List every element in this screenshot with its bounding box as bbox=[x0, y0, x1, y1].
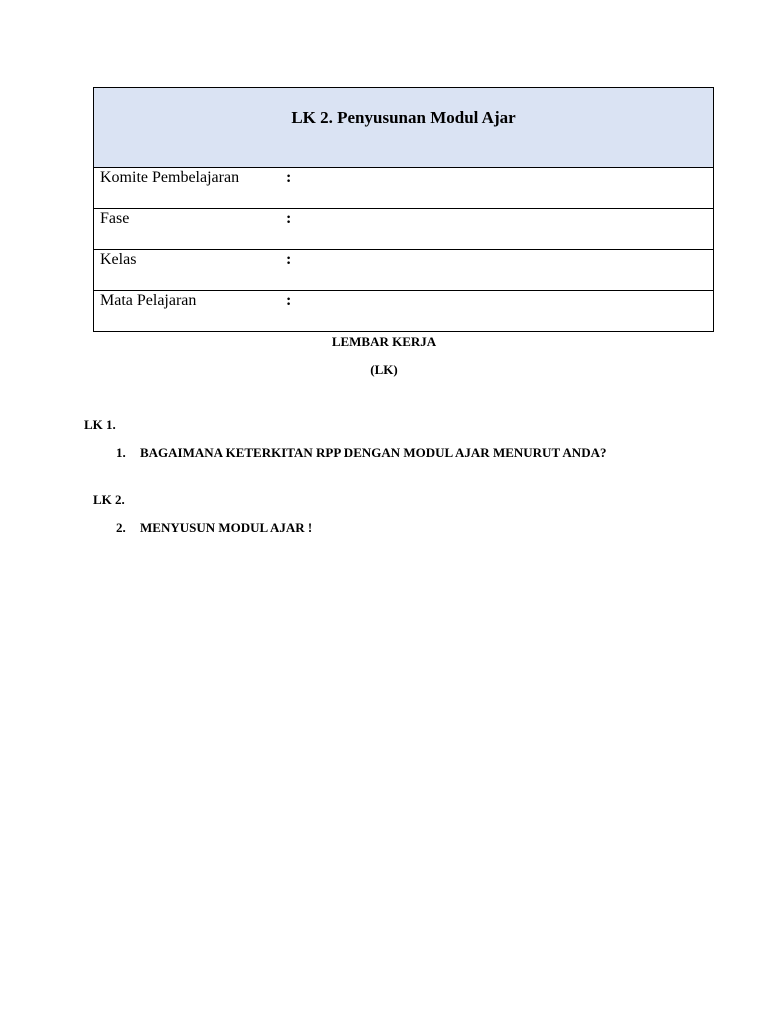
form-table bbox=[93, 87, 714, 332]
field-separator: : bbox=[286, 210, 292, 227]
form-field-row bbox=[94, 250, 714, 291]
list-item-number: 1. bbox=[116, 445, 126, 460]
field-label-kelas: Kelas bbox=[100, 251, 137, 268]
worksheet-title: LEMBAR KERJA bbox=[331, 334, 437, 349]
form-field-row bbox=[94, 209, 714, 250]
field-label-mata-pelajaran: Mata Pelajaran bbox=[100, 292, 197, 309]
field-label-fase: Fase bbox=[100, 210, 130, 227]
list-item-text: BAGAIMANA KETERKITAN RPP DENGAN MODUL AJAR MENURUT ANDA? bbox=[140, 445, 607, 460]
field-separator: : bbox=[286, 169, 292, 186]
list-item-text: MENYUSUN MODUL AJAR ! bbox=[140, 520, 313, 535]
list-item-number: 2. bbox=[116, 520, 126, 535]
field-separator: : bbox=[286, 292, 292, 309]
form-field-row bbox=[94, 168, 714, 209]
field-separator: : bbox=[286, 251, 292, 268]
form-title-cell bbox=[94, 88, 714, 168]
field-label-komite: Komite Pembelajaran bbox=[100, 169, 240, 186]
form-field-row bbox=[94, 291, 714, 332]
section-heading-lk1: LK 1. bbox=[84, 417, 116, 432]
form-title: LK 2. Penyusunan Modul Ajar bbox=[291, 107, 516, 127]
section-heading-lk2: LK 2. bbox=[93, 492, 125, 507]
worksheet-subtitle: (LK) bbox=[370, 362, 398, 377]
